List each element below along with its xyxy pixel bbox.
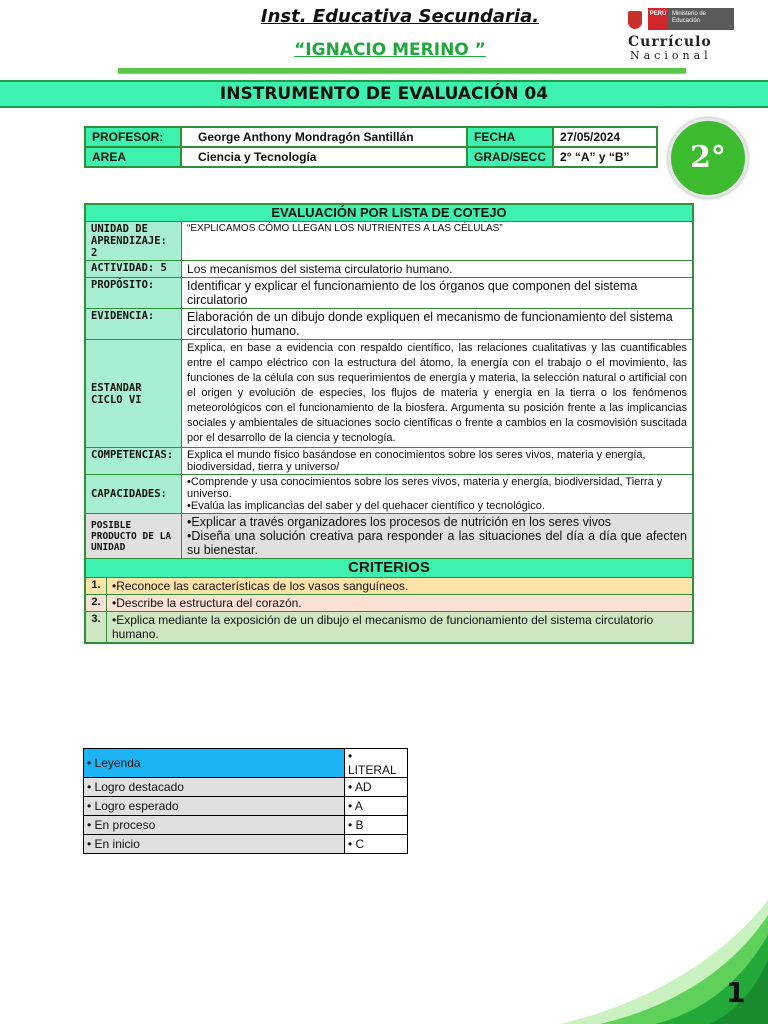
school-name: “IGNACIO MERINO ” [294, 40, 486, 60]
page-title: INSTRUMENTO DE EVALUACIÓN 04 [0, 80, 768, 108]
proposito-value: Identificar y explicar el funcionamiento de los órganos que componen del sistema circulatorio [182, 278, 693, 309]
profesor-label: PROFESOR: [85, 127, 181, 147]
producto-item: •Explicar a través organizadores los procesos de nutrición en los seres vivos [187, 515, 612, 529]
criterion-text: •Explica mediante la exposición de un dibujo el mecanismo de funcionamiento del sistema circulatorio humano. [107, 612, 694, 644]
legend-left-cell: • En inicio [84, 835, 345, 854]
estandar-label: ESTANDAR CICLO VI [85, 340, 182, 448]
fecha-label: FECHA [467, 127, 553, 147]
peru-shield-icon [628, 11, 642, 29]
capacidades-value [182, 475, 693, 514]
legend-table [83, 748, 408, 854]
header-divider [118, 68, 686, 73]
school-type: Inst. Educativa Secundaria. [260, 6, 540, 27]
teacher-info-table [84, 126, 658, 168]
profesor-value: George Anthony Mondragón Santillán [181, 127, 467, 147]
competencias-value: Explica el mundo físico basándose en conocimientos sobre los seres vivos, materia y energía, biodiversidad, tierra y universo/ [182, 448, 693, 475]
unidad-label: UNIDAD DE APRENDIZAJE: 2 [85, 222, 182, 261]
curriculo-nacional-logo [628, 8, 738, 64]
actividad-value: Los mecanismos del sistema circulatorio humano. [182, 261, 693, 278]
actividad-label: ACTIVIDAD: 5 [85, 261, 182, 278]
area-value: Ciencia y Tecnología [181, 147, 467, 167]
capacidad-item: •Evalúa las implicancias del saber y del quehacer científico y tecnológico. [187, 500, 545, 512]
criterion-number: 3. [85, 612, 107, 644]
criteria-heading: CRITERIOS [85, 559, 693, 578]
legend-right-cell: • LITERAL [345, 749, 408, 778]
fecha-value: 27/05/2024 [553, 127, 657, 147]
evidencia-label: EVIDENCIA: [85, 309, 182, 340]
competencias-label: COMPETENCIAS: [85, 448, 182, 475]
grado-value: 2° “A” y “B” [553, 147, 657, 167]
producto-value [182, 514, 693, 559]
criterion-text: •Describe la estructura del corazón. [107, 595, 694, 612]
criterion-text: •Reconoce las características de los vasos sanguíneos. [107, 578, 694, 595]
legend-right-cell: • AD [345, 778, 408, 797]
legend-left-cell: • En proceso [84, 816, 345, 835]
page-number: 1 [726, 976, 746, 1009]
peru-label: PERÚ [648, 8, 668, 30]
evidencia-value: Elaboración de un dibujo donde expliquen el mecanismo de funcionamiento del sistema circulatorio humano. [182, 309, 693, 340]
area-label: AREA [85, 147, 181, 167]
legend-left-cell: • Logro destacado [84, 778, 345, 797]
estandar-value: Explica, en base a evidencia con respaldo científico, las relaciones cualitativas y las cuantificables entre el campo eléctrico con la estructura del átomo, la energía con el trabajo o el movimiento, las funciones de la célula con sus requerimientos de energía y materia, la selección natural o artificial con el origen y evolución de especies, los flujos de materia y energía en la tierra o los fenómenos meteorológicos con el funcionamiento de la biosfera. Argumenta su posición frente a las implicancias sociales y ambientales de situaciones socio científicas o frente a cambios en la cosmovisión suscitada por el desarrollo de la ciencia y tecnología. [182, 340, 693, 448]
evaluation-heading: EVALUACIÓN POR LISTA DE COTEJO [85, 204, 693, 222]
legend-right-cell: • A [345, 797, 408, 816]
evaluation-table [84, 203, 694, 644]
nacional-label: Nacional [630, 49, 712, 62]
legend-right-cell: • B [345, 816, 408, 835]
producto-label: POSIBLE PRODUCTO DE LA UNIDAD [85, 514, 182, 559]
criterion-number: 2. [85, 595, 107, 612]
capacidad-item: •Comprende y usa conocimientos sobre los seres vivos, materia y energía, biodiversidad, Tierra y universo. [187, 476, 663, 500]
ministry-label: Ministerio de Educación [668, 8, 734, 30]
proposito-label: PROPÓSITO: [85, 278, 182, 309]
grade-badge: 2° [668, 118, 748, 198]
unidad-value: “EXPLICAMOS CÓMO LLEGAN LOS NUTRIENTES A LAS CÉLULAS” [182, 222, 693, 261]
legend-right-cell: • C [345, 835, 408, 854]
criterion-number: 1. [85, 578, 107, 595]
producto-item: •Diseña una solución creativa para responder a las situaciones del día a día que afecten su bienestar. [187, 529, 687, 557]
curriculo-label: Currículo [628, 34, 712, 50]
legend-left-cell: • Logro esperado [84, 797, 345, 816]
capacidades-label: CAPACIDADES: [85, 475, 182, 514]
grado-label: GRAD/SECC [467, 147, 553, 167]
legend-left-cell: • Leyenda [84, 749, 345, 778]
